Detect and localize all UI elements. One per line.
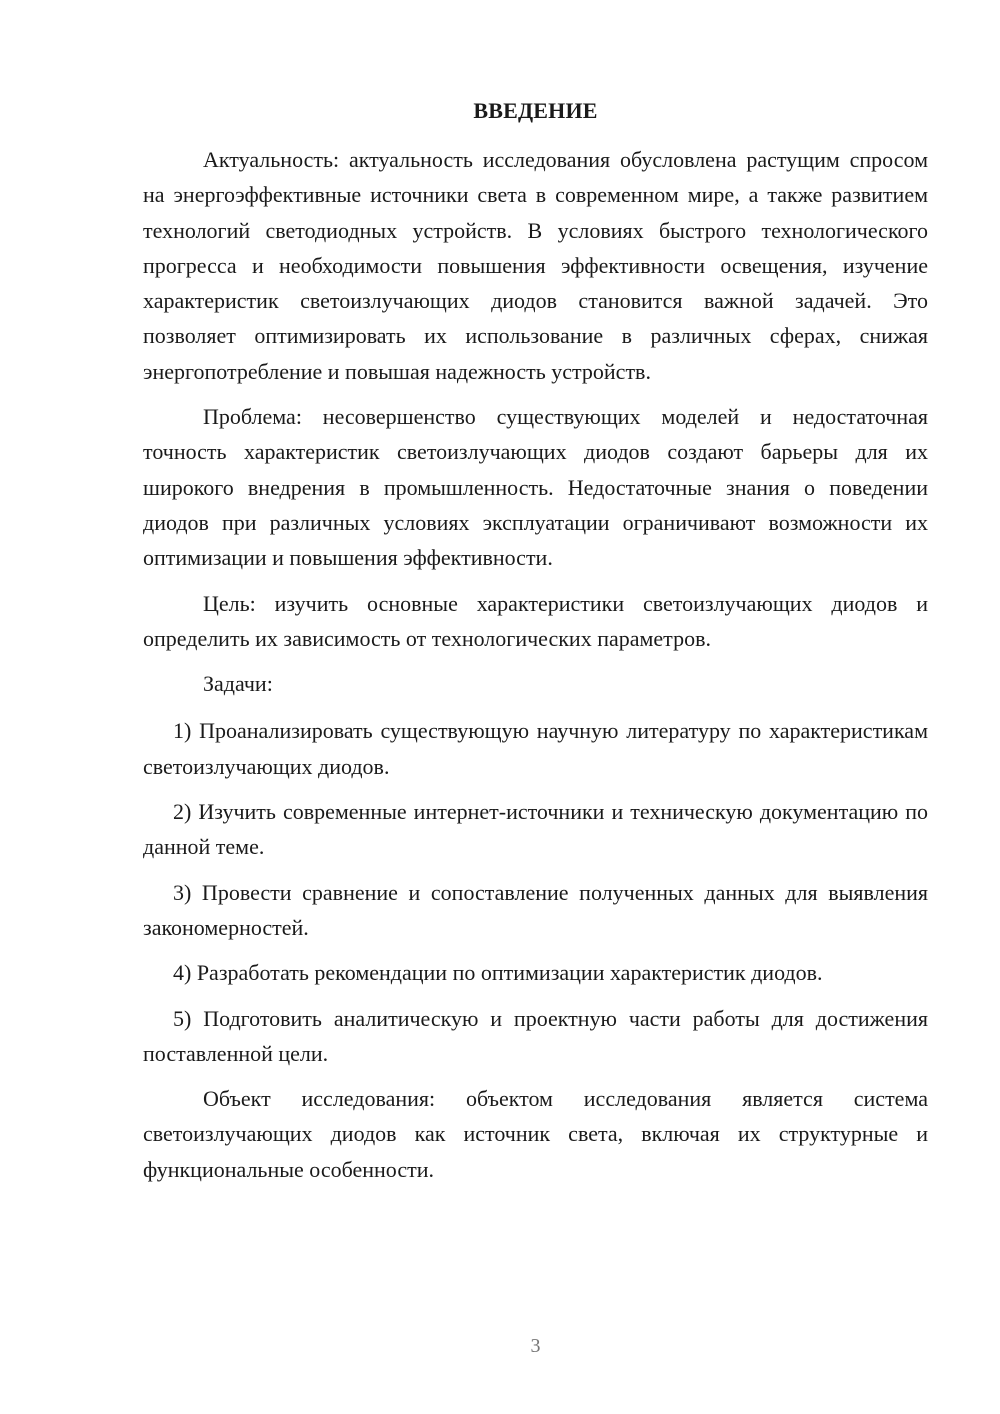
task-item-3: 3) Провести сравнение и сопоставление полученных данных для выявления закономерностей. (143, 879, 928, 940)
paragraph-goal: Цель: изучить основные характеристики светоизлучающих диодов и определить их зависимость от технологических параметров. (143, 590, 928, 651)
paragraph-relevance: Актуальность: актуальность исследования обусловлена растущим спросом на энергоэффективные источники света в современном мире, а также развитием технологий светодиодных устройств. В условиях быстрого технологического прогресса и необходимости повышения эффективности освещения, изучение характеристик светоизлучающих диодов становится важной задачей. Это позволяет оптимизировать их использование в различных сферах, снижая энергопотребление и повышая надежность устройств. (143, 147, 928, 384)
section-heading: ВВЕДЕНИЕ (473, 98, 598, 123)
paragraph-research-object: Объект исследования: объектом исследования является система светоизлучающих диодов как источник света, включая их структурные и функциональные особенности. (143, 1086, 928, 1182)
task-item-5: 5) Подготовить аналитическую и проектную части работы для достижения поставленной цели. (143, 1005, 928, 1066)
page-number: 3 (530, 1335, 541, 1357)
body-text (143, 142, 928, 1197)
task-item-2: 2) Изучить современные интернет-источники и техническую документацию по данной теме. (143, 799, 928, 860)
paragraph-problem: Проблема: несовершенство существующих моделей и недостаточная точность характеристик светоизлучающих диодов создают барьеры для их широкого внедрения в промышленность. Недостаточные знания о поведении диодов при различных условиях эксплуатации ограничивают возможности их оптимизации и повышения эффективности. (143, 404, 928, 571)
paragraph-tasks-label: Задачи: (203, 671, 273, 697)
task-item-4: 4) Разработать рекомендации по оптимизации характеристик диодов. (173, 960, 823, 986)
task-item-1: 1) Проанализировать существующую научную литературу по характеристикам светоизлучающих диодов. (143, 718, 928, 779)
